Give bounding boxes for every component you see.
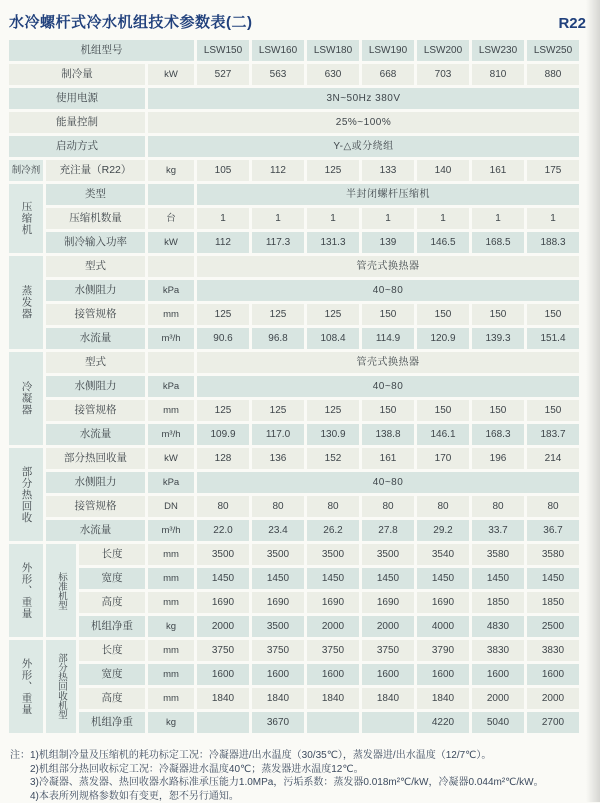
value-cell: 108.4 (307, 328, 359, 349)
value-cell: 151.4 (527, 328, 579, 349)
unit-cell: DN (148, 496, 194, 517)
table-row (9, 400, 579, 421)
group-label: 外形、重量 (9, 544, 43, 637)
value-cell: 1450 (472, 568, 524, 589)
unit-cell: kPa (148, 280, 194, 301)
value-cell: 668 (362, 64, 414, 85)
value-cell: 80 (197, 496, 249, 517)
row-label: 水流量 (46, 328, 145, 349)
value-cell: 1450 (417, 568, 469, 589)
value-cell: 1600 (362, 664, 414, 685)
value-cell: 170 (417, 448, 469, 469)
subgroup-label: 部分热回收机型 (46, 640, 76, 733)
value-cell: 128 (197, 448, 249, 469)
merged-value-cell: 40~80 (197, 472, 579, 493)
value-cell: 117.3 (252, 232, 304, 253)
model-cell: LSW200 (417, 40, 469, 61)
row-label: 水侧阻力 (46, 376, 145, 397)
value-cell: 4830 (472, 616, 524, 637)
spec-table-body (9, 40, 579, 733)
row-label: 充注量（R22） (46, 160, 145, 181)
unit-cell: mm (148, 664, 194, 685)
value-cell: 1690 (252, 592, 304, 613)
unit-cell: kPa (148, 472, 194, 493)
row-label: 长度 (79, 544, 145, 565)
value-cell: 1 (197, 208, 249, 229)
refrigerant-badge: R22 (558, 15, 586, 32)
value-cell: 23.4 (252, 520, 304, 541)
row-label: 长度 (79, 640, 145, 661)
table-row (9, 544, 579, 565)
value-cell: 630 (307, 64, 359, 85)
unit-cell: kW (148, 64, 194, 85)
row-label: 宽度 (79, 568, 145, 589)
value-cell: 1450 (362, 568, 414, 589)
table-row (9, 496, 579, 517)
scan-edge-shadow (586, 0, 600, 802)
merged-value-cell: 40~80 (197, 280, 579, 301)
value-cell: 3790 (417, 640, 469, 661)
notes-prefix: 注： (10, 749, 30, 803)
table-row (9, 688, 579, 709)
unit-cell: 台 (148, 208, 194, 229)
row-label: 制冷量 (9, 64, 145, 85)
value-cell: 109.9 (197, 424, 249, 445)
row-label: 压缩机数量 (46, 208, 145, 229)
subgroup-label: 标准机型 (46, 544, 76, 637)
value-cell: 136 (252, 448, 304, 469)
table-row (9, 112, 579, 133)
value-cell: 4220 (417, 712, 469, 733)
value-cell: 139.3 (472, 328, 524, 349)
page-title: 水冷螺杆式冷水机组技术参数表(二) (9, 11, 253, 32)
unit-cell: kg (148, 160, 194, 181)
model-cell: LSW230 (472, 40, 524, 61)
unit-cell: mm (148, 568, 194, 589)
value-cell: 80 (472, 496, 524, 517)
value-cell: 196 (472, 448, 524, 469)
unit-cell: m³/h (148, 520, 194, 541)
table-row (9, 304, 579, 325)
value-cell (197, 712, 249, 733)
value-cell: 80 (307, 496, 359, 517)
table-row (9, 376, 579, 397)
value-cell: 5040 (472, 712, 524, 733)
value-cell: 1600 (527, 664, 579, 685)
unit-cell: m³/h (148, 424, 194, 445)
table-row (9, 472, 579, 493)
value-cell: 150 (362, 400, 414, 421)
row-label: 高度 (79, 688, 145, 709)
table-row (9, 640, 579, 661)
value-cell: 150 (527, 400, 579, 421)
value-cell: 117.0 (252, 424, 304, 445)
value-cell: 161 (362, 448, 414, 469)
value-cell: 188.3 (527, 232, 579, 253)
value-cell: 133 (362, 160, 414, 181)
value-cell: 112 (197, 232, 249, 253)
unit-cell: mm (148, 544, 194, 565)
value-cell: 527 (197, 64, 249, 85)
unit-cell: kW (148, 232, 194, 253)
unit-cell: kPa (148, 376, 194, 397)
group-label: 制冷剂 (9, 160, 43, 181)
value-cell: 125 (252, 304, 304, 325)
row-label: 类型 (46, 184, 145, 205)
notes-list (30, 749, 544, 803)
value-cell: 563 (252, 64, 304, 85)
value-cell: 1600 (417, 664, 469, 685)
table-row (9, 568, 579, 589)
value-cell: 125 (307, 400, 359, 421)
value-cell: 3500 (197, 544, 249, 565)
value-cell: 2000 (197, 616, 249, 637)
value-cell: 1850 (472, 592, 524, 613)
value-cell: 131.3 (307, 232, 359, 253)
value-cell: 152 (307, 448, 359, 469)
row-label: 启动方式 (9, 136, 145, 157)
value-cell: 26.2 (307, 520, 359, 541)
table-row (9, 232, 579, 253)
value-cell: 138.8 (362, 424, 414, 445)
value-cell: 3540 (417, 544, 469, 565)
value-cell: 1690 (307, 592, 359, 613)
value-cell: 2000 (307, 616, 359, 637)
models-row-label: 机组型号 (9, 40, 194, 61)
unit-cell: mm (148, 304, 194, 325)
value-cell: 22.0 (197, 520, 249, 541)
value-cell: 3580 (527, 544, 579, 565)
value-cell: 150 (527, 304, 579, 325)
table-row (9, 712, 579, 733)
note-line: 4)本表所列规格参数如有变更，恕不另行通知。 (30, 790, 544, 803)
value-cell: 1600 (307, 664, 359, 685)
value-cell: 1600 (252, 664, 304, 685)
table-row (9, 448, 579, 469)
value-cell: 168.5 (472, 232, 524, 253)
value-cell: 150 (472, 400, 524, 421)
value-cell: 3670 (252, 712, 304, 733)
unit-cell: m³/h (148, 328, 194, 349)
group-label: 蒸发器 (9, 256, 43, 349)
value-cell: 3580 (472, 544, 524, 565)
value-cell: 80 (527, 496, 579, 517)
value-cell: 1 (362, 208, 414, 229)
value-cell: 125 (197, 400, 249, 421)
value-cell: 1450 (527, 568, 579, 589)
value-cell: 2000 (472, 688, 524, 709)
value-cell: 1840 (252, 688, 304, 709)
value-cell: 29.2 (417, 520, 469, 541)
value-cell: 1 (307, 208, 359, 229)
value-cell: 2500 (527, 616, 579, 637)
table-row (9, 520, 579, 541)
table-row (9, 40, 579, 61)
row-label: 部分热回收量 (46, 448, 145, 469)
value-cell: 1840 (197, 688, 249, 709)
value-cell: 114.9 (362, 328, 414, 349)
value-cell: 36.7 (527, 520, 579, 541)
value-cell: 1840 (307, 688, 359, 709)
table-row (9, 208, 579, 229)
merged-value-cell: 25%~100% (148, 112, 579, 133)
unit-cell: kg (148, 712, 194, 733)
note-line: 3)冷凝器、蒸发器、热回收器水路标准承压能力1.0MPa，污垢系数：蒸发器0.018m²℃/kW，冷凝器0.044m²℃/kW。 (30, 776, 544, 790)
merged-value-cell: 3N~50Hz 380V (148, 88, 579, 109)
value-cell: 125 (197, 304, 249, 325)
row-label: 接管规格 (46, 496, 145, 517)
value-cell: 3750 (252, 640, 304, 661)
value-cell: 146.1 (417, 424, 469, 445)
value-cell: 130.9 (307, 424, 359, 445)
table-row (9, 664, 579, 685)
table-row (9, 280, 579, 301)
group-label: 部分热回收 (9, 448, 43, 541)
value-cell: 175 (527, 160, 579, 181)
row-label: 能量控制 (9, 112, 145, 133)
value-cell: 3500 (307, 544, 359, 565)
value-cell: 2000 (362, 616, 414, 637)
value-cell: 3750 (362, 640, 414, 661)
row-label: 机组净重 (79, 712, 145, 733)
model-cell: LSW160 (252, 40, 304, 61)
value-cell: 140 (417, 160, 469, 181)
spec-table (6, 37, 582, 736)
table-row (9, 592, 579, 613)
value-cell: 125 (307, 160, 359, 181)
value-cell: 1840 (362, 688, 414, 709)
table-row (9, 352, 579, 373)
value-cell: 80 (417, 496, 469, 517)
value-cell: 3750 (307, 640, 359, 661)
value-cell: 1840 (417, 688, 469, 709)
value-cell: 1 (417, 208, 469, 229)
table-row (9, 256, 579, 277)
table-row (9, 64, 579, 85)
value-cell: 183.7 (527, 424, 579, 445)
value-cell: 3500 (362, 544, 414, 565)
unit-cell (148, 256, 194, 277)
value-cell: 2000 (527, 688, 579, 709)
note-line: 2)机组部分热回收标定工况：冷凝器进水温度40℃；蒸发器进水温度12℃。 (30, 763, 544, 777)
merged-value-cell: 40~80 (197, 376, 579, 397)
value-cell: 112 (252, 160, 304, 181)
model-cell: LSW180 (307, 40, 359, 61)
note-line: 1)机组制冷量及压缩机的耗功标定工况：冷凝器进/出水温度（30/35℃），蒸发器进/出水温度（12/7℃）。 (30, 749, 544, 763)
value-cell: 1 (252, 208, 304, 229)
merged-value-cell: 管壳式换热器 (197, 256, 579, 277)
value-cell: 214 (527, 448, 579, 469)
value-cell: 27.8 (362, 520, 414, 541)
value-cell: 96.8 (252, 328, 304, 349)
table-row (9, 616, 579, 637)
row-label: 型式 (46, 256, 145, 277)
row-label: 型式 (46, 352, 145, 373)
row-label: 使用电源 (9, 88, 145, 109)
unit-cell: kW (148, 448, 194, 469)
value-cell: 150 (417, 304, 469, 325)
value-cell (307, 712, 359, 733)
value-cell: 3830 (527, 640, 579, 661)
row-label: 制冷输入功率 (46, 232, 145, 253)
value-cell: 2700 (527, 712, 579, 733)
unit-cell: mm (148, 688, 194, 709)
row-label: 宽度 (79, 664, 145, 685)
value-cell: 1 (527, 208, 579, 229)
value-cell: 90.6 (197, 328, 249, 349)
value-cell: 125 (307, 304, 359, 325)
model-cell: LSW150 (197, 40, 249, 61)
row-label: 高度 (79, 592, 145, 613)
value-cell: 1 (472, 208, 524, 229)
row-label: 水侧阻力 (46, 472, 145, 493)
value-cell: 105 (197, 160, 249, 181)
table-row (9, 160, 579, 181)
value-cell: 120.9 (417, 328, 469, 349)
value-cell: 139 (362, 232, 414, 253)
unit-cell: kg (148, 616, 194, 637)
value-cell: 3830 (472, 640, 524, 661)
notes (10, 749, 590, 803)
value-cell: 1450 (307, 568, 359, 589)
row-label: 水流量 (46, 424, 145, 445)
value-cell: 880 (527, 64, 579, 85)
value-cell: 168.3 (472, 424, 524, 445)
value-cell: 1450 (252, 568, 304, 589)
unit-cell (148, 184, 194, 205)
value-cell: 703 (417, 64, 469, 85)
unit-cell (148, 352, 194, 373)
group-label: 外形、重量 (9, 640, 43, 733)
value-cell: 1450 (197, 568, 249, 589)
unit-cell: mm (148, 400, 194, 421)
model-cell: LSW190 (362, 40, 414, 61)
row-label: 接管规格 (46, 400, 145, 421)
value-cell: 1600 (197, 664, 249, 685)
table-row (9, 328, 579, 349)
value-cell: 3500 (252, 616, 304, 637)
value-cell (362, 712, 414, 733)
row-label: 水流量 (46, 520, 145, 541)
value-cell: 33.7 (472, 520, 524, 541)
value-cell: 80 (362, 496, 414, 517)
row-label: 接管规格 (46, 304, 145, 325)
value-cell: 4000 (417, 616, 469, 637)
value-cell: 3500 (252, 544, 304, 565)
table-row (9, 184, 579, 205)
unit-cell: mm (148, 592, 194, 613)
unit-cell: mm (148, 640, 194, 661)
row-label: 机组净重 (79, 616, 145, 637)
value-cell: 1850 (527, 592, 579, 613)
merged-value-cell: 管壳式换热器 (197, 352, 579, 373)
value-cell: 1690 (197, 592, 249, 613)
table-row (9, 88, 579, 109)
value-cell: 1690 (417, 592, 469, 613)
value-cell: 161 (472, 160, 524, 181)
table-row (9, 136, 579, 157)
value-cell: 146.5 (417, 232, 469, 253)
value-cell: 80 (252, 496, 304, 517)
group-label: 冷凝器 (9, 352, 43, 445)
value-cell: 150 (417, 400, 469, 421)
value-cell: 150 (472, 304, 524, 325)
merged-value-cell: 半封闭螺杆压缩机 (197, 184, 579, 205)
group-label: 压缩机 (9, 184, 43, 253)
value-cell: 3750 (197, 640, 249, 661)
value-cell: 1600 (472, 664, 524, 685)
table-row (9, 424, 579, 445)
model-cell: LSW250 (527, 40, 579, 61)
header (0, 0, 600, 37)
value-cell: 810 (472, 64, 524, 85)
merged-value-cell: Y-△或分绕组 (148, 136, 579, 157)
value-cell: 125 (252, 400, 304, 421)
value-cell: 1690 (362, 592, 414, 613)
value-cell: 150 (362, 304, 414, 325)
row-label: 水侧阻力 (46, 280, 145, 301)
